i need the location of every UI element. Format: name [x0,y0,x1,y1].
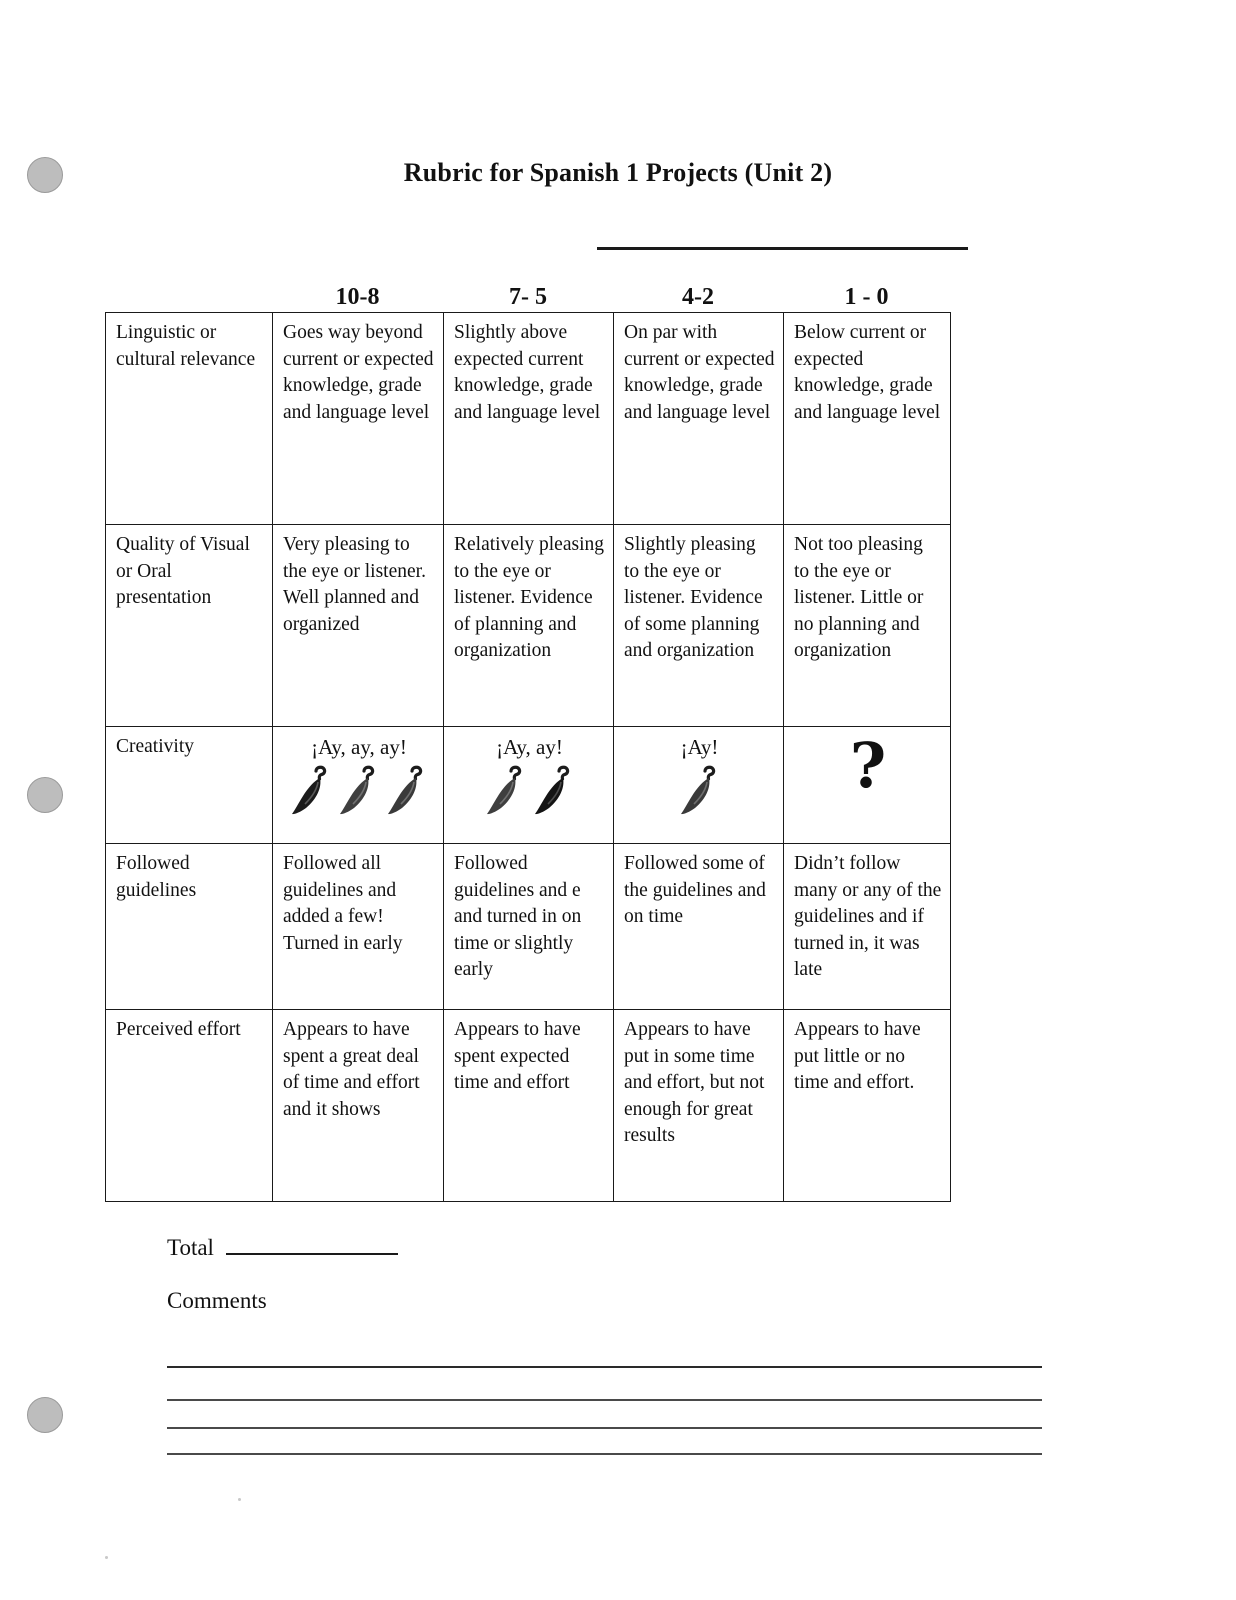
cell-quality-4-2: Slightly pleasing to the eye or listener. Evidence of some planning and organization [614,525,784,727]
creativity-label-7-5: ¡Ay, ay! [496,735,563,759]
cell-creativity-7-5 [444,727,614,844]
cell-creativity-1-0 [784,727,951,844]
cell-quality-7-5: Relatively pleasing to the eye or listener. Evidence of planning and organization [444,525,614,727]
comments-label: Comments [167,1288,267,1313]
cell-guidelines-1-0: Didn’t follow many or any of the guidelines and if turned in, it was late [784,844,951,1010]
score-header-10-8: 10-8 [335,284,380,310]
cell-effort-10-8: Appears to have spent a great deal of time and effort and it shows [273,1010,444,1202]
pepper-group-one [624,765,775,821]
criteria-header-spacer [105,282,272,312]
comment-line-4[interactable] [167,1453,1042,1455]
question-mark-icon: ? [849,729,887,802]
table-row [106,525,951,727]
cell-relevance-7-5: Slightly above expected current knowledge, grade and language level [444,313,614,525]
cell-relevance-1-0: Below current or expected knowledge, grade and language level [784,313,951,525]
total-block [167,1233,398,1261]
criterion-perceived-effort: Perceived effort [106,1010,273,1202]
cell-quality-10-8: Very pleasing to the eye or listener. Well planned and organized [273,525,444,727]
creativity-label-10-8: ¡Ay, ay, ay! [311,735,407,759]
table-row [106,844,951,1010]
rubric-table [105,312,951,1202]
scan-speck [105,1556,108,1559]
cell-creativity-10-8 [273,727,444,844]
cell-quality-1-0: Not too pleasing to the eye or listener. Little or no planning and organization [784,525,951,727]
chili-pepper-icon [484,765,528,817]
cell-effort-7-5: Appears to have spent expected time and effort [444,1010,614,1202]
pepper-group-three [283,765,435,821]
chili-pepper-icon [289,765,333,817]
table-row [106,313,951,525]
scan-speck [238,1498,241,1501]
chili-pepper-icon [678,765,722,817]
table-row [106,1010,951,1202]
criterion-quality-presentation: Quality of Visual or Oral presentation [106,525,273,727]
cell-relevance-4-2: On par with current or expected knowledge, grade and language level [614,313,784,525]
cell-guidelines-7-5: Followed guidelines and e and turned in on time or slightly early [444,844,614,1010]
total-value-blank[interactable] [226,1233,398,1255]
cell-guidelines-4-2: Followed some of the guidelines and on time [614,844,784,1010]
hole-punch-middle [27,777,63,813]
comment-line-2[interactable] [167,1399,1042,1401]
chili-pepper-icon [385,765,429,817]
criterion-linguistic-cultural-relevance: Linguistic or cultural relevance [106,313,273,525]
hole-punch-bottom [27,1397,63,1433]
creativity-label-4-2: ¡Ay! [680,735,719,759]
chili-pepper-icon [532,765,576,817]
score-header-1-0: 1 - 0 [844,284,889,310]
cell-guidelines-10-8: Followed all guidelines and added a few! Turned in early [273,844,444,1010]
cell-effort-4-2: Appears to have put in some time and effort, but not enough for great results [614,1010,784,1202]
chili-pepper-icon [337,765,381,817]
cell-relevance-10-8: Goes way beyond current or expected knowledge, grade and language level [273,313,444,525]
criterion-followed-guidelines: Followed guidelines [106,844,273,1010]
table-row [106,727,951,844]
page-title: Rubric for Spanish 1 Projects (Unit 2) [403,158,833,187]
score-header-row [105,282,950,312]
pepper-group-two [454,765,605,821]
cell-creativity-4-2 [614,727,784,844]
criterion-creativity: Creativity [106,727,273,844]
header-rule [597,247,968,250]
score-header-4-2: 4-2 [682,284,714,310]
score-header-7-5: 7- 5 [509,284,547,310]
cell-effort-1-0: Appears to have put little or no time and effort. [784,1010,951,1202]
comment-line-1[interactable] [167,1366,1042,1368]
comment-line-3[interactable] [167,1427,1042,1429]
total-label: Total [167,1235,214,1260]
